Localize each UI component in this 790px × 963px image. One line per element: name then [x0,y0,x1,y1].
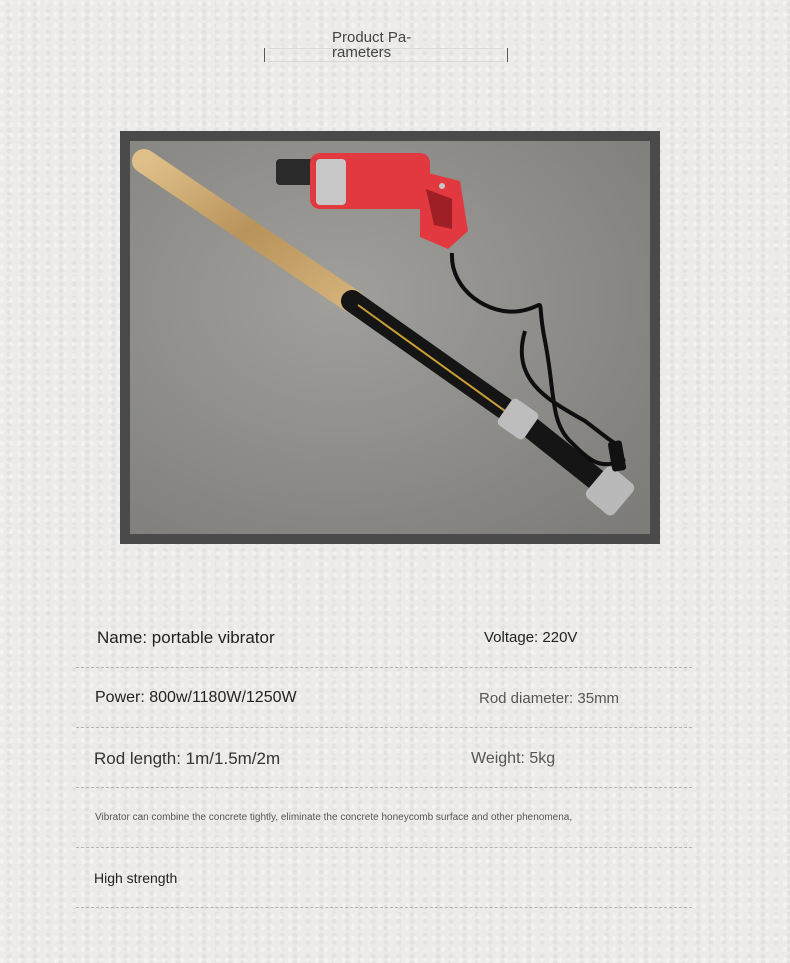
divider [76,727,692,728]
param-voltage: Voltage: 220V [484,629,578,646]
title-bracket-right [507,48,508,62]
product-photo-frame [120,131,660,544]
title-bracket-left [264,48,265,62]
divider [76,787,692,788]
divider [76,667,692,668]
param-weight: Weight: 5kg [471,750,556,767]
param-description: Vibrator can combine the concrete tightly, eliminate the concrete honeycomb surface and other phenomena, [95,812,573,823]
product-photo [130,141,650,534]
param-power: Power: 800w/1180W/1250W [95,689,297,706]
title-line-2: rameters [332,44,392,61]
concrete-vibrator-icon [130,141,650,534]
divider [76,907,692,908]
param-rod-length: Rod length: 1m/1.5m/2m [94,749,281,768]
param-rod-diameter: Rod diameter: 35mm [479,690,620,707]
divider [76,847,692,848]
page-title [264,30,508,64]
param-name: Name: portable vibrator [97,628,275,647]
title-line-1: Product Pa- [332,29,412,46]
param-feature: High strength [94,870,178,886]
